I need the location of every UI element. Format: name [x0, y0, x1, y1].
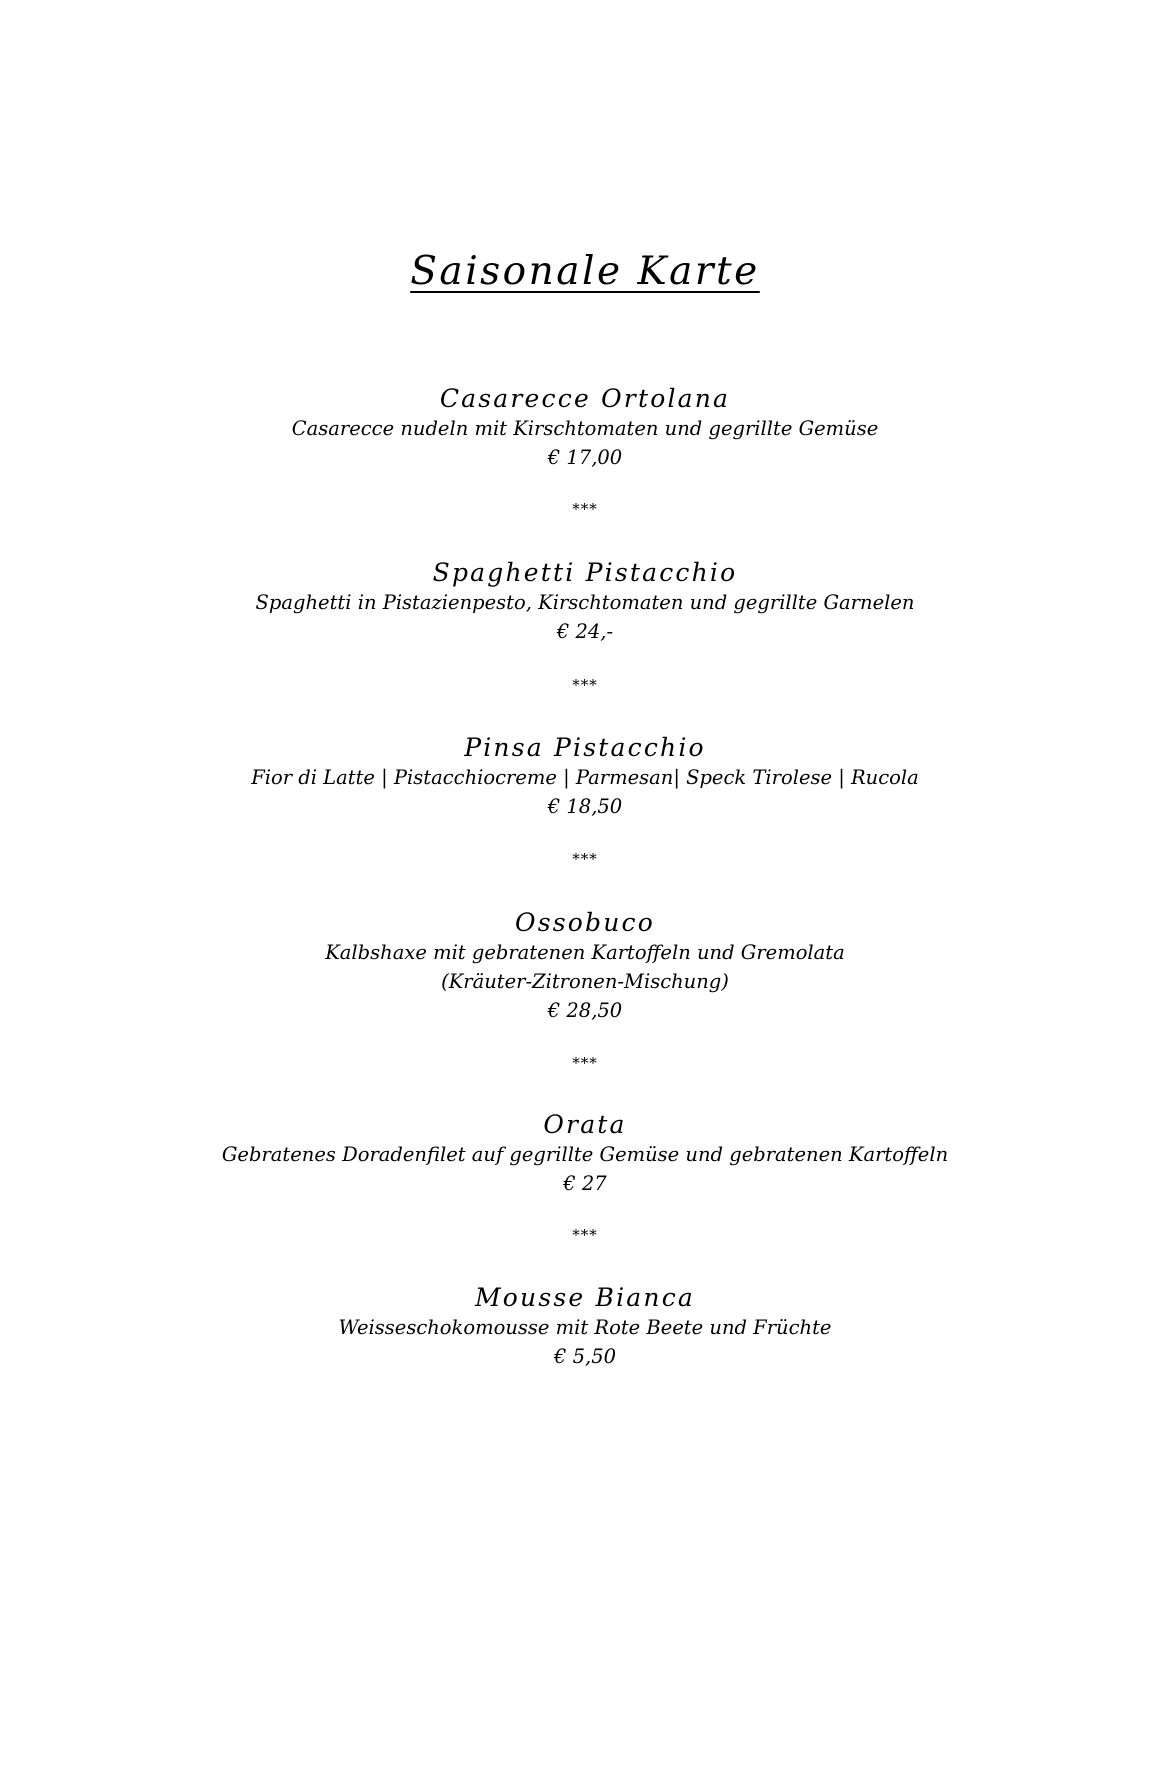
menu-item-pinsa-pistacchio — [0, 733, 1170, 821]
menu-item-name: Ossobuco — [515, 908, 655, 937]
menu-item-spaghetti-pistacchio — [0, 558, 1170, 646]
menu-item-name: Orata — [543, 1110, 627, 1139]
separator: *** — [572, 1226, 598, 1244]
menu-item-description: Fior di Latte | Pistacchiocreme | Parmesan| Speck Tirolese | Rucola — [251, 766, 919, 789]
menu-item-price: € 18,50 — [547, 795, 623, 818]
menu-item-orata — [0, 1110, 1170, 1198]
separator: *** — [572, 850, 598, 868]
menu-item-name: Pinsa Pistacchio — [464, 733, 706, 762]
menu-item-price: € 27 — [563, 1172, 607, 1195]
menu-item-price: € 5,50 — [553, 1345, 617, 1368]
menu-item-price: € 24,- — [556, 620, 614, 643]
menu-item-name: Casarecce Ortolana — [439, 384, 731, 413]
menu-item-description: Spaghetti in Pistazienpesto, Kirschtomaten und gegrillte Garnelen — [255, 591, 915, 614]
menu-title: Saisonale Karte — [410, 249, 760, 294]
menu-item-description: Casarecce nudeln mit Kirschtomaten und gegrillte Gemüse — [291, 417, 879, 440]
menu-item-price: € 28,50 — [547, 999, 623, 1022]
menu-item-name: Spaghetti Pistacchio — [432, 558, 738, 587]
separator: *** — [572, 500, 598, 518]
menu-item-casarecce-ortolana — [0, 384, 1170, 472]
menu-item-mousse-bianca — [0, 1283, 1170, 1371]
menu-item-description-line2: (Kräuter-Zitronen-Mischung) — [441, 970, 729, 993]
separator: *** — [572, 1054, 598, 1072]
menu-item-price: € 17,00 — [547, 446, 623, 469]
menu-item-description: Weisseschokomousse mit Rote Beete und Früchte — [338, 1316, 832, 1339]
separator: *** — [572, 676, 598, 694]
menu-item-ossobuco — [0, 908, 1170, 1025]
menu-item-description: Gebratenes Doradenfilet auf gegrillte Gemüse und gebratenen Kartoffeln — [221, 1143, 949, 1166]
menu-item-description: Kalbshaxe mit gebratenen Kartoffeln und Gremolata — [325, 941, 845, 964]
menu-item-name: Mousse Bianca — [474, 1283, 696, 1312]
